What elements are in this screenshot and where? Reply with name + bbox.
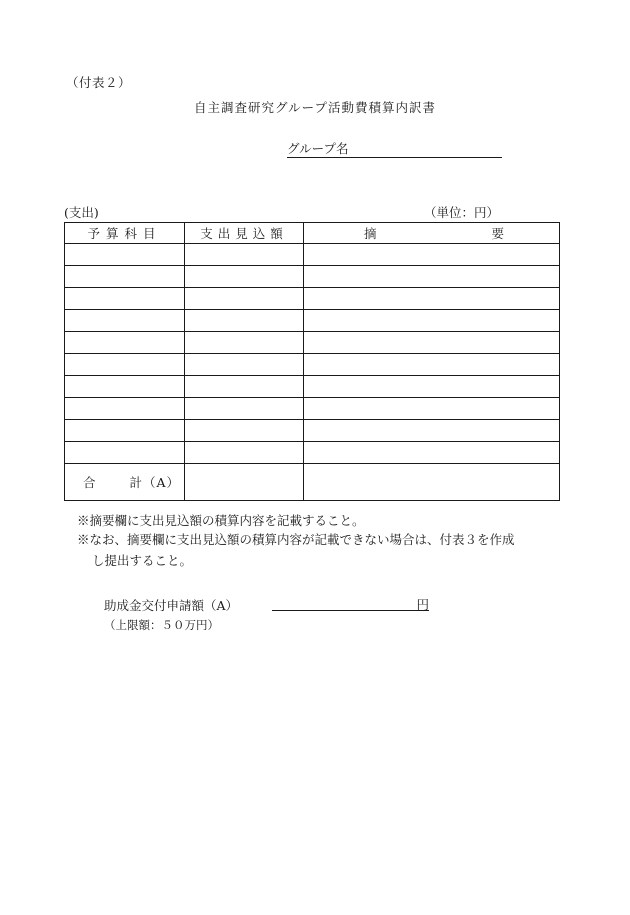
note-2-continued: し提出すること。 bbox=[92, 553, 193, 568]
budget-item-cell[interactable] bbox=[65, 442, 185, 464]
group-name-field[interactable] bbox=[287, 137, 502, 158]
budget-item-cell[interactable] bbox=[65, 332, 185, 354]
table-row bbox=[65, 420, 560, 442]
expected-expense-cell[interactable] bbox=[185, 398, 304, 420]
document-title: 自主調査研究グループ活動費積算内訳書 bbox=[193, 100, 436, 115]
budget-item-cell[interactable] bbox=[65, 354, 185, 376]
total-label-left: 合 bbox=[83, 475, 96, 490]
summary-cell[interactable] bbox=[304, 420, 560, 442]
table-row bbox=[65, 376, 560, 398]
budget-item-cell[interactable] bbox=[65, 266, 185, 288]
table-row bbox=[65, 244, 560, 266]
summary-cell[interactable] bbox=[304, 288, 560, 310]
table-row bbox=[65, 354, 560, 376]
application-amount-field[interactable] bbox=[272, 595, 429, 611]
budget-item-cell[interactable] bbox=[65, 288, 185, 310]
budget-item-cell[interactable] bbox=[65, 376, 185, 398]
header-summary-char-1: 摘 bbox=[364, 226, 377, 241]
note-2: ※なお、摘要欄に支出見込額の積算内容が記載できない場合は、付表３を作成 bbox=[77, 532, 515, 547]
expense-label: (支出) bbox=[64, 205, 99, 220]
unit-label: （単位：円） bbox=[424, 205, 500, 220]
summary-cell[interactable] bbox=[304, 332, 560, 354]
expected-expense-cell[interactable] bbox=[185, 376, 304, 398]
table-header-row bbox=[65, 223, 560, 244]
table-row bbox=[65, 398, 560, 420]
summary-cell[interactable] bbox=[304, 376, 560, 398]
summary-cell[interactable] bbox=[304, 354, 560, 376]
summary-cell[interactable] bbox=[304, 398, 560, 420]
expected-expense-cell[interactable] bbox=[185, 442, 304, 464]
budget-item-cell[interactable] bbox=[65, 398, 185, 420]
expected-expense-cell[interactable] bbox=[185, 420, 304, 442]
table-row bbox=[65, 442, 560, 464]
total-label-cell bbox=[65, 464, 185, 501]
total-row bbox=[65, 464, 560, 501]
note-1: ※摘要欄に支出見込額の積算内容を記載すること。 bbox=[77, 513, 365, 528]
budget-item-cell[interactable] bbox=[65, 420, 185, 442]
yen-label: 円 bbox=[416, 597, 429, 612]
expected-expense-cell[interactable] bbox=[185, 288, 304, 310]
table-row bbox=[65, 332, 560, 354]
summary-cell[interactable] bbox=[304, 442, 560, 464]
budget-table bbox=[64, 222, 560, 501]
header-budget-item: 予算科目 bbox=[65, 223, 185, 244]
expected-expense-cell[interactable] bbox=[185, 310, 304, 332]
table-row bbox=[65, 310, 560, 332]
header-expected-expense: 支出見込額 bbox=[185, 223, 304, 244]
application-amount-label: 助成金交付申請額（A） bbox=[104, 598, 239, 613]
budget-item-cell[interactable] bbox=[65, 310, 185, 332]
group-name-label: グループ名 bbox=[287, 141, 349, 156]
expected-expense-cell[interactable] bbox=[185, 244, 304, 266]
expected-expense-cell[interactable] bbox=[185, 332, 304, 354]
budget-item-cell[interactable] bbox=[65, 244, 185, 266]
table-row bbox=[65, 266, 560, 288]
expected-expense-cell[interactable] bbox=[185, 266, 304, 288]
total-summary-cell[interactable] bbox=[304, 464, 560, 501]
summary-cell[interactable] bbox=[304, 266, 560, 288]
limit-label: （上限額：５０万円） bbox=[104, 618, 219, 632]
summary-cell[interactable] bbox=[304, 310, 560, 332]
appendix-label: （付表２） bbox=[66, 75, 132, 90]
table-row bbox=[65, 288, 560, 310]
table-body bbox=[65, 244, 560, 464]
header-summary bbox=[304, 223, 560, 244]
total-amount-cell[interactable] bbox=[185, 464, 304, 501]
total-label-right: 計（A） bbox=[129, 475, 181, 490]
header-summary-char-2: 要 bbox=[491, 226, 504, 241]
summary-cell[interactable] bbox=[304, 244, 560, 266]
expected-expense-cell[interactable] bbox=[185, 354, 304, 376]
